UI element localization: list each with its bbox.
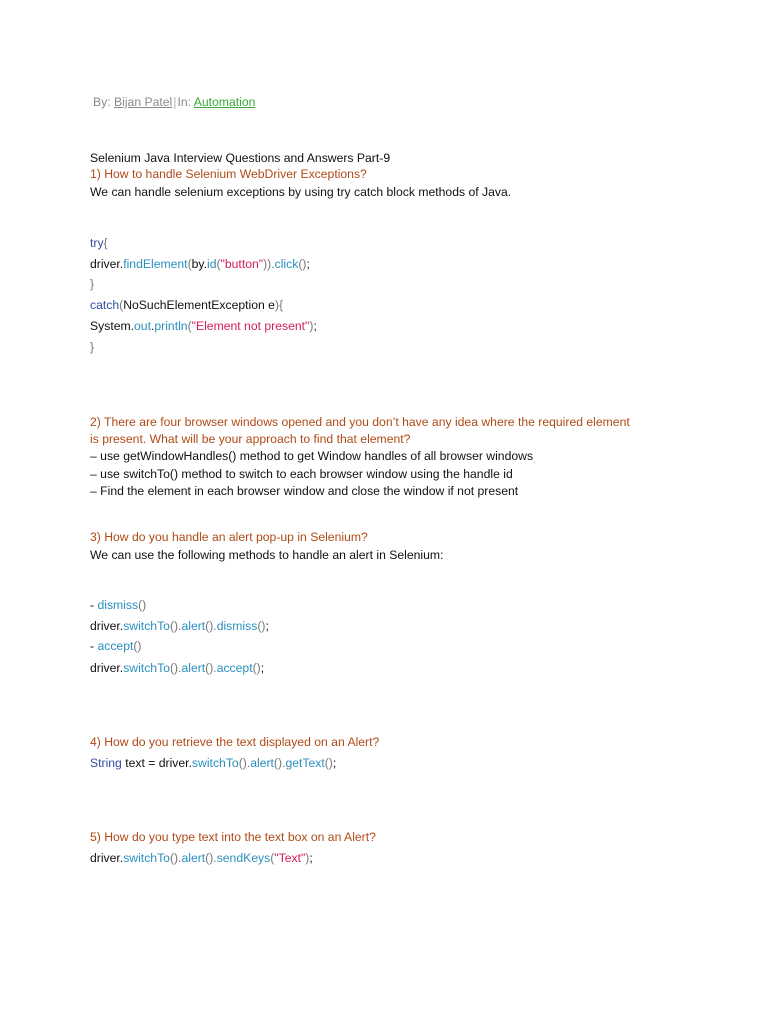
code-driver: driver. (90, 619, 124, 633)
code-method: accept (216, 661, 253, 675)
code-dash: - (90, 598, 98, 612)
answer-3: We can use the following methods to handle an alert in Selenium: (90, 548, 444, 562)
code-line-dismiss-label: - dismiss() (90, 598, 147, 612)
code-method: sendKeys (216, 851, 271, 865)
code-line-sendkeys: driver.switchTo().alert().sendKeys("Text"); (90, 851, 313, 865)
question-5: 5) How do you type text into the text box on an Alert? (90, 830, 376, 844)
author-link[interactable]: Bijan Patel (114, 95, 173, 109)
answer-1: We can handle selenium exceptions by using try catch block methods of Java. (90, 185, 512, 199)
code-driver: driver. (90, 851, 124, 865)
question-2-line-2: is present. What will be your approach to find that element? (90, 432, 411, 446)
code-line-close: } (90, 277, 95, 291)
code-line-accept: driver.switchTo().alert().accept(); (90, 661, 265, 675)
code-line-catch: catch(NoSuchElementException e){ (90, 298, 284, 312)
code-keyword: try (90, 236, 104, 250)
code-string: "Element not present" (191, 319, 310, 333)
by-label: By: (93, 95, 111, 109)
code-by: by. (191, 257, 207, 271)
in-label: In: (177, 95, 191, 109)
code-exception: NoSuchElementException e (123, 298, 275, 312)
byline (93, 94, 255, 110)
bullet-item: – use getWindowHandles() method to get Window handles of all browser windows (90, 449, 534, 463)
bullet-item: – Find the element in each browser window and close the window if not present (90, 484, 519, 498)
article-title: Selenium Java Interview Questions and Answers Part-9 (90, 151, 391, 165)
code-dash: - (90, 639, 98, 653)
code-system: System. (90, 319, 135, 333)
code-driver: driver. (90, 661, 124, 675)
code-method: switchTo (123, 619, 170, 633)
code-field: out (134, 319, 151, 333)
question-1: 1) How to handle Selenium WebDriver Exceptions? (90, 167, 367, 181)
code-method: alert (181, 619, 206, 633)
bullet-item: – use switchTo() method to switch to each browser window using the handle id (90, 467, 513, 481)
code-method: alert (250, 756, 274, 770)
code-line-println: System.out.println("Element not present"); (90, 319, 317, 333)
question-4: 4) How do you retrieve the text displayed on an Alert? (90, 735, 380, 749)
code-method: dismiss (97, 598, 139, 612)
code-line-find: driver.findElement(by.id("button")).click(); (90, 257, 310, 271)
code-method: accept (97, 639, 134, 653)
code-line-gettext: String text = driver.switchTo().alert().getText(); (90, 756, 337, 770)
code-line-close: } (90, 340, 95, 354)
code-method: switchTo (191, 756, 239, 770)
code-line-dismiss: driver.switchTo().alert().dismiss(); (90, 619, 269, 633)
code-keyword: String (90, 756, 122, 770)
code-line-try: try{ (90, 236, 108, 250)
code-string: "Text" (274, 851, 306, 865)
code-keyword: catch (90, 298, 120, 312)
code-method: switchTo (123, 851, 170, 865)
code-method: id (206, 257, 217, 271)
byline-separator: | (173, 95, 177, 109)
code-driver: driver. (90, 257, 124, 271)
code-method: println (154, 319, 188, 333)
code-method: alert (181, 851, 206, 865)
code-assign: text = driver. (121, 756, 192, 770)
code-method: click (274, 257, 299, 271)
code-method: getText (285, 756, 325, 770)
code-string: "button" (220, 257, 264, 271)
code-method: dismiss (216, 619, 258, 633)
code-method: findElement (123, 257, 188, 271)
code-line-accept-label: - accept() (90, 639, 142, 653)
code-method: alert (181, 661, 206, 675)
question-2-line-1: 2) There are four browser windows opened and you don’t have any idea where the required element (90, 415, 630, 429)
category-link[interactable]: Automation (193, 95, 256, 109)
question-3: 3) How do you handle an alert pop-up in Selenium? (90, 530, 368, 544)
code-method: switchTo (123, 661, 170, 675)
